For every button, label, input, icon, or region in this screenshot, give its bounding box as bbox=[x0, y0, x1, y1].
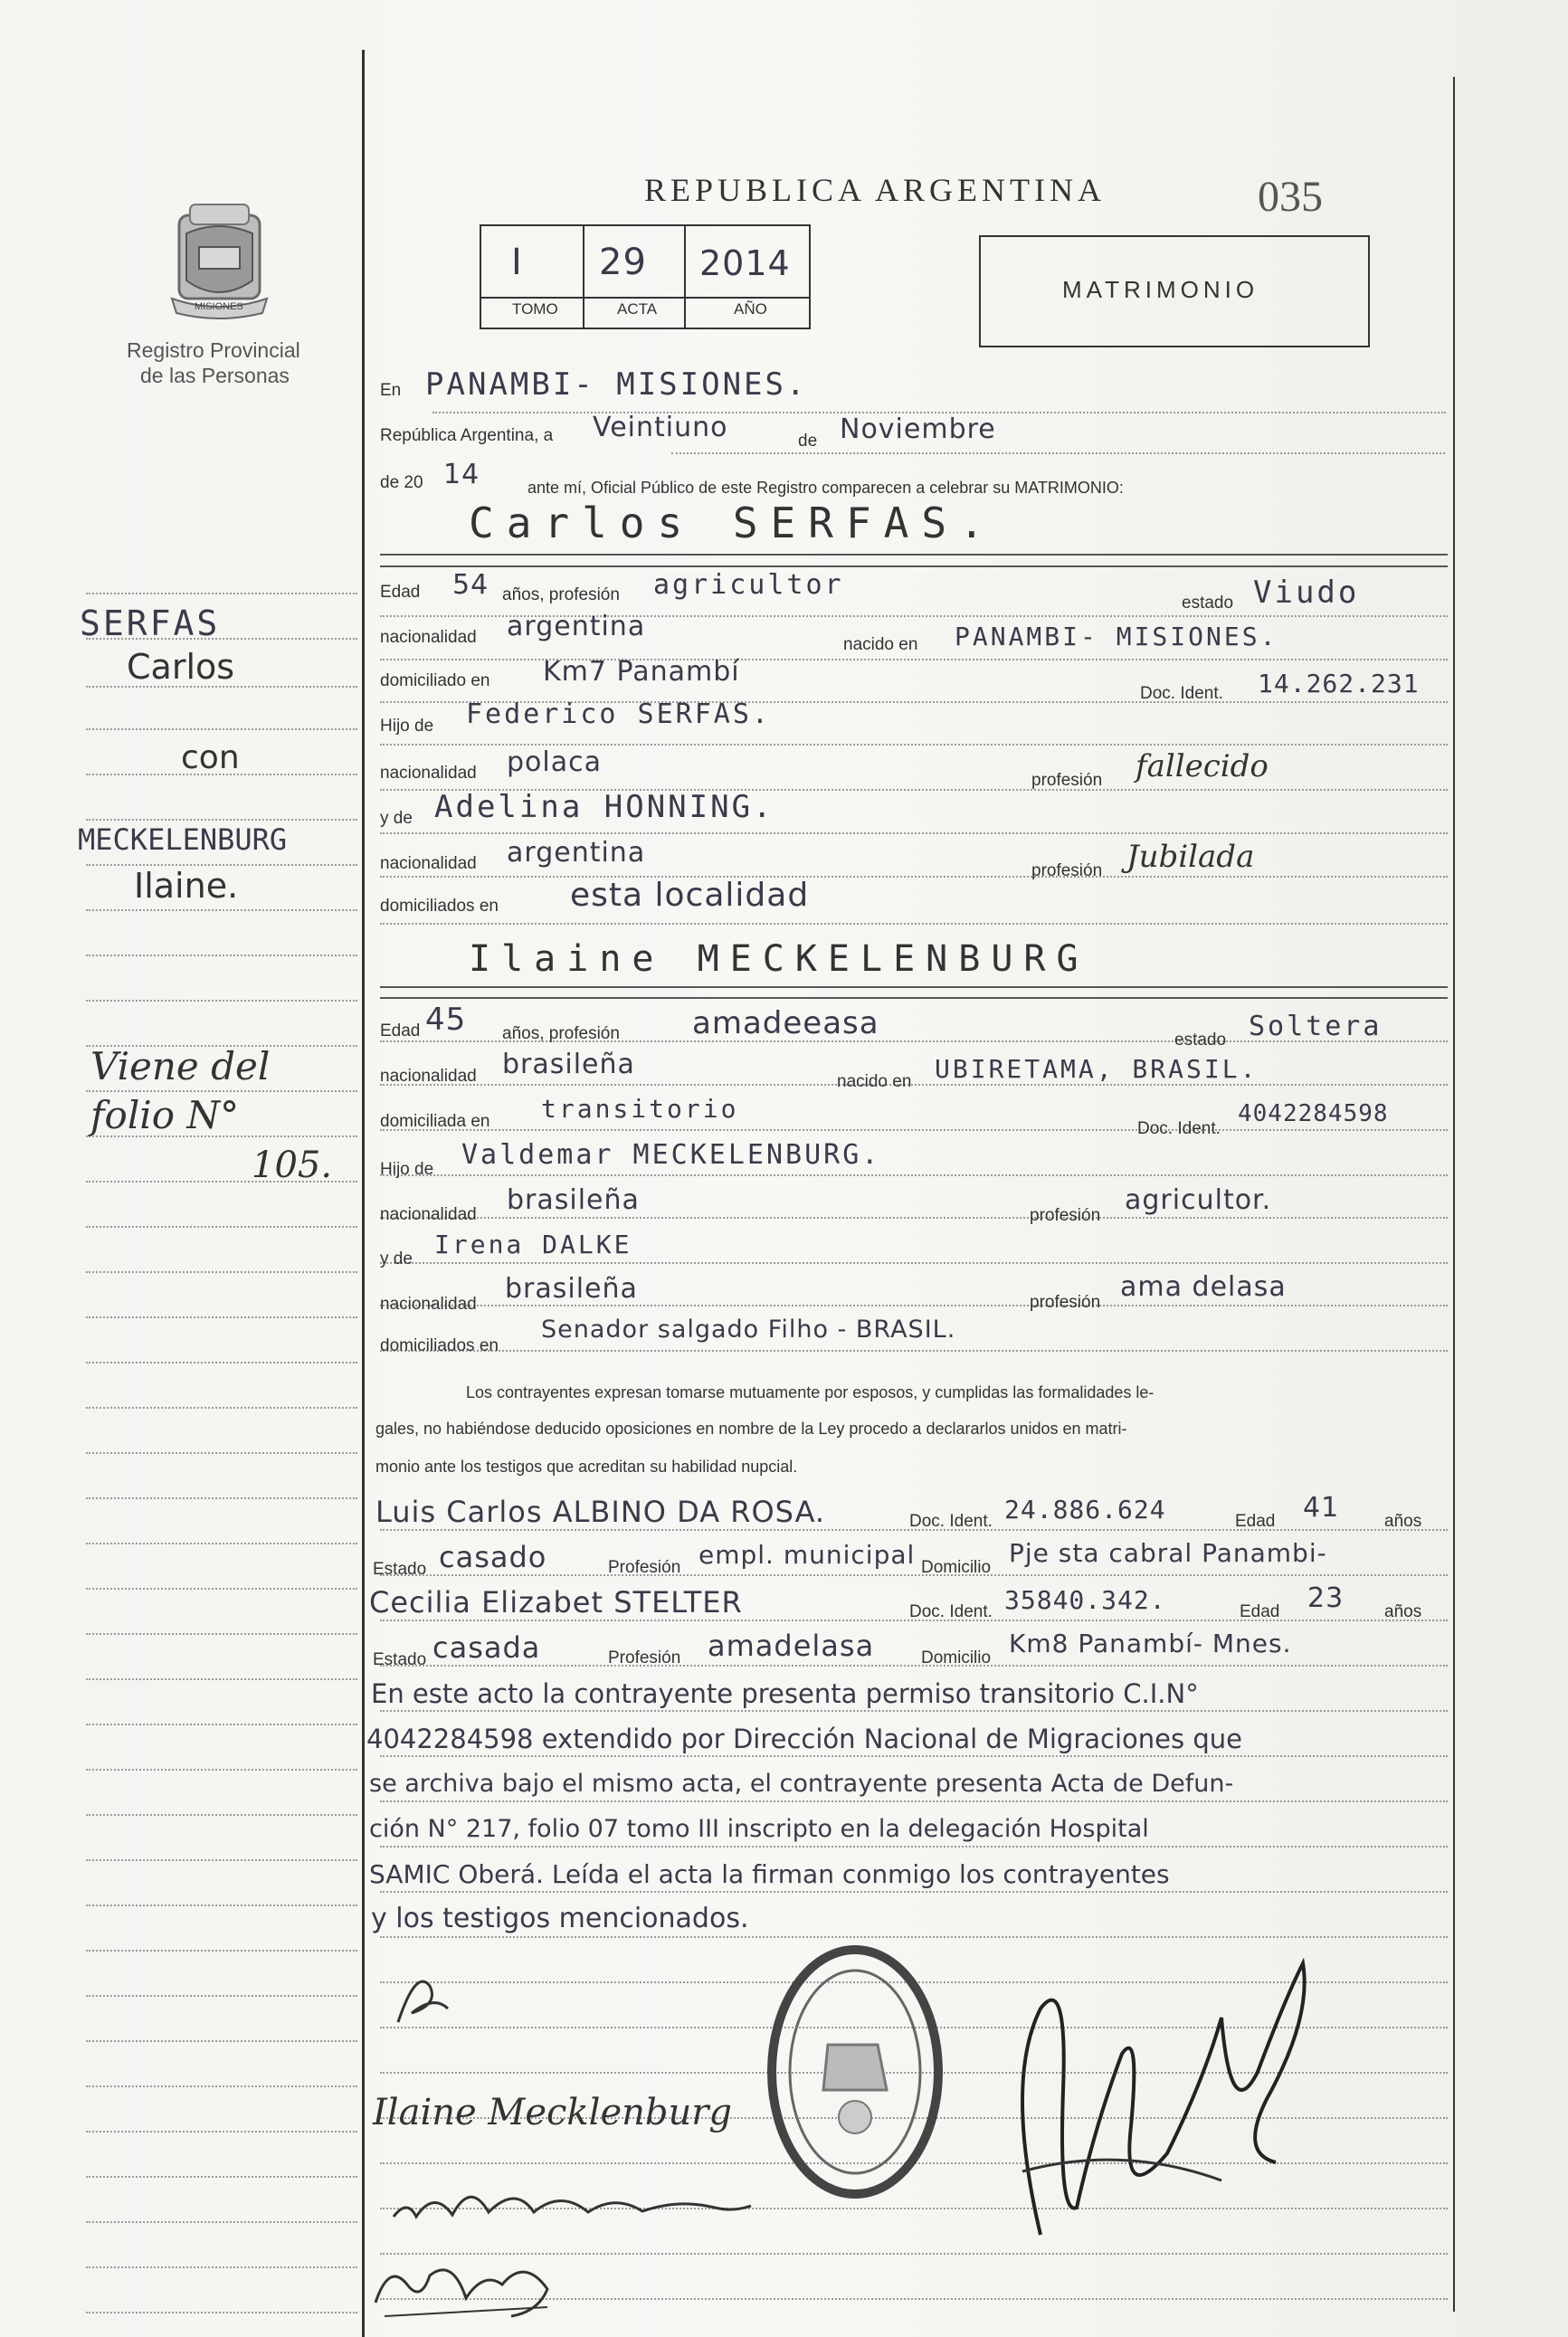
registry-name-line1: Registro Provincial bbox=[127, 338, 300, 362]
note-line-4: ción N° 217, folio 07 tomo III inscripto en la delegación Hospital bbox=[369, 1815, 1149, 1843]
bride-signature: Ilaine Mecklenburg bbox=[373, 2092, 732, 2133]
acta-label: ACTA bbox=[617, 300, 658, 318]
label-domiciliada-en: domiciliada en bbox=[380, 1112, 490, 1131]
label-estado-bride: estado bbox=[1174, 1031, 1227, 1050]
margin-note-line2: folio N° bbox=[90, 1093, 240, 1137]
groom-age: 54 bbox=[452, 569, 489, 601]
witness2-signature bbox=[366, 2248, 565, 2325]
witness1-doc: 24.886.624 bbox=[1004, 1495, 1166, 1525]
label-nacionalidad-bride: nacionalidad bbox=[380, 1067, 477, 1086]
groom-mother-nationality: argentina bbox=[507, 837, 646, 869]
bride-father: Valdemar MECKELENBURG. bbox=[461, 1139, 881, 1171]
groom-nationality: argentina bbox=[507, 611, 646, 642]
label-doc-groom: Doc. Ident. bbox=[1140, 684, 1223, 703]
bride-profession: amadeeasa bbox=[692, 1005, 879, 1041]
witness1-address: Pje sta cabral Panambi- bbox=[1009, 1538, 1327, 1568]
witness2-profession: amadelasa bbox=[708, 1629, 875, 1663]
bride-father-nationality: brasileña bbox=[507, 1184, 640, 1216]
label-anios-prof-bride: años, profesión bbox=[502, 1024, 620, 1043]
bride-separator bbox=[380, 986, 1448, 988]
margin-con: con bbox=[181, 739, 240, 776]
witness2-name: Cecilia Elizabet STELTER bbox=[369, 1585, 743, 1620]
groom-civil-status: Viudo bbox=[1253, 575, 1360, 611]
witness2-doc: 35840.342. bbox=[1004, 1585, 1166, 1615]
anio-label: AÑO bbox=[734, 300, 767, 318]
margin-bride-surname: MECKELENBURG bbox=[78, 822, 288, 857]
label-en: En bbox=[380, 381, 402, 400]
label-comparecen: ante mí, Oficial Público de este Registro comparecen a celebrar su MATRIMONIO: bbox=[527, 479, 1124, 497]
margin-surname: SERFAS bbox=[80, 603, 221, 643]
label-prof-mother-bride: profesión bbox=[1030, 1293, 1101, 1312]
label-de: de bbox=[798, 432, 818, 451]
label-edad-w2: Edad bbox=[1240, 1602, 1280, 1621]
groom-separator-2 bbox=[380, 565, 1448, 567]
bride-birthplace: UBIRETAMA, BRASIL. bbox=[935, 1054, 1259, 1084]
tomo-value: I bbox=[511, 242, 523, 283]
tomo-label: TOMO bbox=[512, 300, 558, 318]
margin-note-line1: Viene del bbox=[90, 1044, 271, 1088]
witness2-address: Km8 Panambí- Mnes. bbox=[1009, 1629, 1292, 1658]
groom-doc: 14.262.231 bbox=[1258, 669, 1420, 698]
anio-value: 2014 bbox=[699, 243, 791, 283]
bride-nationality: brasileña bbox=[502, 1049, 635, 1080]
label-nac-mother-bride: nacionalidad bbox=[380, 1295, 477, 1314]
witness2-age: 23 bbox=[1307, 1582, 1345, 1614]
official-signature bbox=[986, 1945, 1330, 2253]
witness1-status: casado bbox=[439, 1540, 547, 1574]
bride-doc: 4042284598 bbox=[1238, 1100, 1389, 1127]
declaration-line-3: monio ante los testigos que acreditan su habilidad nupcial. bbox=[375, 1458, 798, 1476]
label-anios-w1: años bbox=[1384, 1512, 1422, 1531]
label-anios-prof-groom: años, profesión bbox=[502, 585, 620, 604]
label-doc-bride: Doc. Ident. bbox=[1137, 1119, 1221, 1138]
label-domicilio-w1: Domicilio bbox=[921, 1558, 992, 1577]
label-republica: República Argentina, a bbox=[380, 426, 554, 445]
label-doc-w2: Doc. Ident. bbox=[909, 1602, 993, 1621]
label-prof-father-bride: profesión bbox=[1030, 1206, 1101, 1225]
act-place: PANAMBI- MISIONES. bbox=[425, 366, 808, 403]
label-estado-w1: Estado bbox=[373, 1560, 427, 1579]
bride-parents-address: Senador salgado Filho - BRASIL. bbox=[541, 1316, 956, 1344]
groom-father: Federico SERFAS. bbox=[466, 698, 771, 730]
witness1-name: Luis Carlos ALBINO DA ROSA. bbox=[375, 1495, 826, 1529]
groom-father-nationality: polaca bbox=[507, 746, 602, 778]
note-line-6: y los testigos mencionados. bbox=[371, 1903, 749, 1934]
act-year-suffix: 14 bbox=[443, 459, 480, 490]
declaration-line-2: gales, no habiéndose deducido oposiciones en nombre de la Ley procedo a declararlos unidos en matri- bbox=[375, 1420, 1127, 1438]
label-nac-father-bride: nacionalidad bbox=[380, 1205, 477, 1224]
groom-separator bbox=[380, 554, 1448, 556]
label-hijo-de-groom: Hijo de bbox=[380, 717, 434, 736]
page-number: 035 bbox=[1258, 173, 1323, 221]
right-margin-rule bbox=[1453, 77, 1455, 2312]
acta-value: 29 bbox=[599, 242, 647, 283]
label-y-de-bride: y de bbox=[380, 1249, 413, 1268]
note-line-3: se archiva bajo el mismo acta, el contrayente presenta Acta de Defun- bbox=[369, 1770, 1234, 1798]
groom-signature bbox=[380, 1959, 470, 2040]
label-nacionalidad-groom: nacionalidad bbox=[380, 628, 477, 647]
witness1-profession: empl. municipal bbox=[698, 1540, 916, 1570]
groom-birthplace: PANAMBI- MISIONES. bbox=[955, 622, 1278, 651]
witness1-age: 41 bbox=[1303, 1492, 1340, 1524]
margin-bride-firstname: Ilaine. bbox=[134, 866, 239, 906]
left-margin-rule bbox=[362, 50, 365, 2337]
bride-mother-profession: ama delasa bbox=[1120, 1271, 1287, 1303]
label-de20: de 20 bbox=[380, 473, 423, 492]
label-prof-father-groom: profesión bbox=[1031, 771, 1103, 790]
groom-mother-profession: Jubilada bbox=[1126, 839, 1255, 875]
label-prof-mother-groom: profesión bbox=[1031, 861, 1103, 880]
note-line-2: 4042284598 extendido por Dirección Nacional de Migraciones que bbox=[366, 1724, 1242, 1754]
groom-address: Km7 Panambí bbox=[543, 656, 740, 688]
label-doc-w1: Doc. Ident. bbox=[909, 1512, 993, 1531]
act-month: Noviembre bbox=[840, 413, 996, 445]
label-nacido-en-bride: nacido en bbox=[837, 1072, 912, 1091]
label-edad-w1: Edad bbox=[1235, 1512, 1276, 1531]
label-edad-groom: Edad bbox=[380, 583, 421, 602]
country-title: REPUBLICA ARGENTINA bbox=[644, 172, 1107, 208]
registry-name-line2: de las Personas bbox=[140, 364, 290, 387]
note-line-5: SAMIC Oberá. Leída el acta la firman conmigo los contrayentes bbox=[369, 1859, 1170, 1889]
groom-mother: Adelina HONNING. bbox=[434, 789, 774, 825]
margin-firstname: Carlos bbox=[127, 647, 235, 687]
logo-label: MISIONES bbox=[195, 301, 243, 312]
label-profesion-w1: Profesión bbox=[608, 1558, 681, 1577]
label-estado-w2: Estado bbox=[373, 1650, 427, 1669]
label-nacido-en-groom: nacido en bbox=[843, 635, 918, 654]
bride-father-profession: agricultor. bbox=[1125, 1184, 1272, 1216]
bride-name: Ilaine MECKELENBURG bbox=[469, 938, 1089, 980]
label-nac-father-groom: nacionalidad bbox=[380, 764, 477, 783]
label-estado-groom: estado bbox=[1182, 594, 1234, 613]
label-domicilio-w2: Domicilio bbox=[921, 1648, 992, 1667]
bride-age: 45 bbox=[425, 1002, 467, 1038]
document-type: MATRIMONIO bbox=[1062, 276, 1259, 303]
bride-civil-status: Soltera bbox=[1249, 1011, 1383, 1042]
label-domiciliados-bride: domiciliados en bbox=[380, 1336, 499, 1355]
groom-father-profession: fallecido bbox=[1136, 748, 1269, 784]
bride-separator-2 bbox=[380, 997, 1448, 999]
groom-name: Carlos SERFAS. bbox=[469, 499, 997, 547]
label-profesion-w2: Profesión bbox=[608, 1648, 681, 1667]
official-seal-stamp bbox=[760, 1936, 950, 2208]
bride-mother-nationality: brasileña bbox=[505, 1273, 638, 1305]
bride-address: transitorio bbox=[541, 1094, 739, 1124]
act-day: Veintiuno bbox=[593, 412, 728, 443]
label-hijo-de-bride: Hijo de bbox=[380, 1160, 434, 1179]
label-anios-w2: años bbox=[1384, 1602, 1422, 1621]
label-edad-bride: Edad bbox=[380, 1021, 421, 1040]
declaration-line-1: Los contrayentes expresan tomarse mutuamente por esposos, y cumplidas las formalidades le- bbox=[466, 1383, 1155, 1401]
witness1-signature bbox=[389, 2171, 769, 2235]
groom-parents-address: esta localidad bbox=[570, 877, 810, 914]
witness2-status: casada bbox=[432, 1630, 541, 1665]
label-y-de-groom: y de bbox=[380, 809, 413, 828]
margin-note-line3: 105. bbox=[252, 1145, 333, 1186]
label-domiciliado-en: domiciliado en bbox=[380, 671, 490, 690]
note-line-1: En este acto la contrayente presenta permiso transitorio C.I.N° bbox=[371, 1678, 1199, 1709]
label-domiciliados-groom: domiciliados en bbox=[380, 897, 499, 916]
label-nac-mother-groom: nacionalidad bbox=[380, 854, 477, 873]
groom-profession: agricultor bbox=[653, 569, 844, 601]
bride-mother: Irena DALKE bbox=[434, 1230, 632, 1259]
